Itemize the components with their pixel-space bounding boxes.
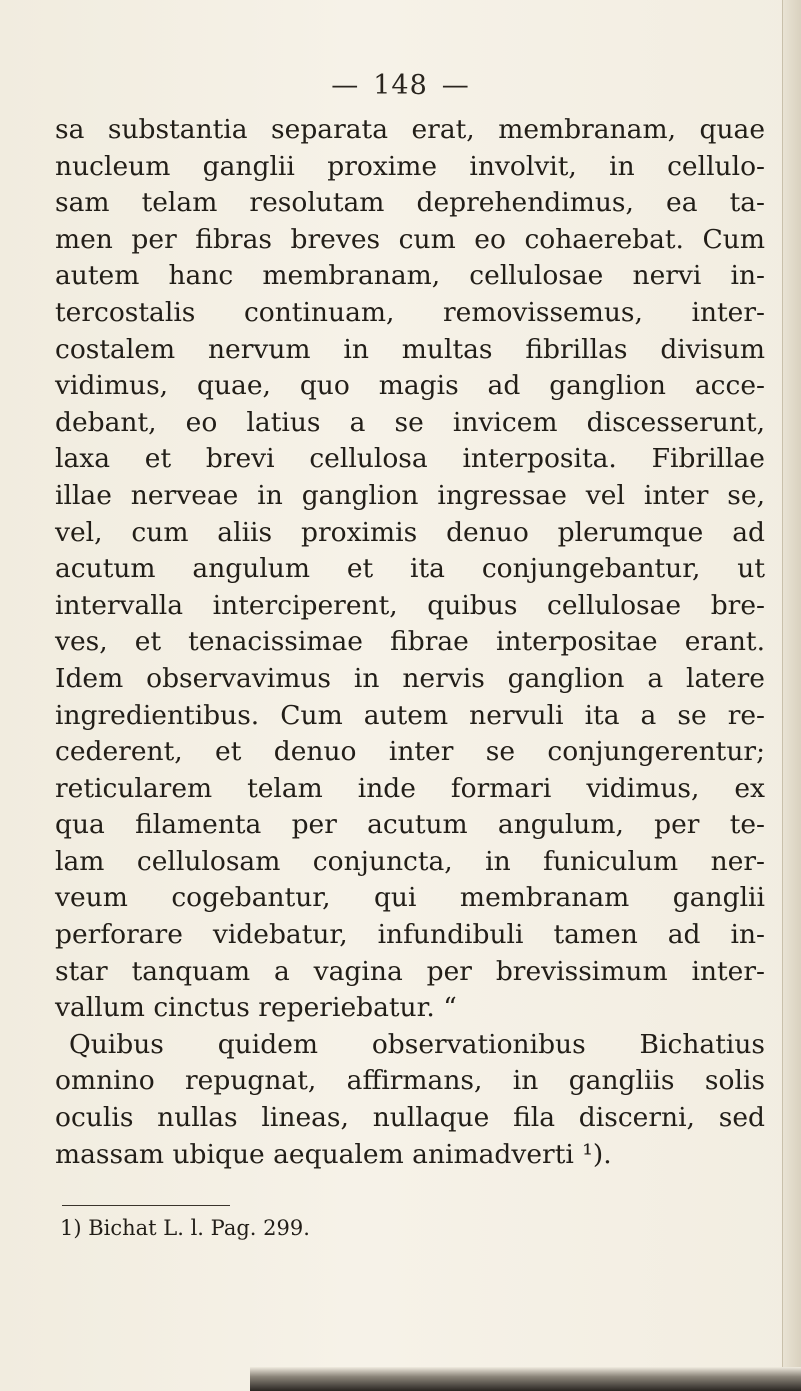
text-line: vel, cum aliis proximis denuo plerumque ad — [55, 516, 765, 548]
text-line: ves, et tenacissimae fibrae interpositae erant. — [55, 626, 765, 658]
text-line: autem hanc membranam, cellulosae nervi in- — [55, 260, 765, 292]
page-number: 148 — [373, 70, 428, 101]
page-right-edge — [782, 0, 801, 1391]
text-line: oculis nullas lineas, nullaque fila discerni, sed — [55, 1102, 765, 1134]
text-line: vidimus, quae, quo magis ad ganglion acce- — [55, 370, 765, 402]
text-line: lam cellulosam conjuncta, in funiculum ner- — [55, 845, 765, 877]
text-line: ingredientibus. Cum autem nervuli ita a se re- — [55, 699, 765, 731]
body-text — [55, 112, 765, 1173]
text-line: debant, eo latius a se invicem discesserunt, — [55, 406, 765, 438]
text-line: omnino repugnat, affirmans, in gangliis solis — [55, 1065, 765, 1097]
page-bottom-shadow — [250, 1367, 801, 1391]
footnote-rule — [62, 1205, 230, 1206]
text-line: sa substantia separata erat, membranam, quae — [55, 114, 765, 145]
text-line: acutum angulum et ita conjungebantur, ut — [55, 553, 765, 585]
text-line: Idem observavimus in nervis ganglion a latere — [55, 662, 765, 694]
text-line: tercostalis continuam, removissemus, inter- — [55, 296, 765, 328]
footnote: 1) Bichat L. l. Pag. 299. — [60, 1216, 310, 1240]
text-line: intervalla interciperent, quibus cellulosae bre- — [55, 589, 765, 621]
text-line: perforare videbatur, infundibuli tamen ad in- — [55, 919, 765, 951]
page-header — [0, 70, 801, 101]
text-line: men per fibras breves cum eo cohaerebat. Cum — [55, 223, 765, 255]
text-line: vallum cinctus reperiebatur. “ — [55, 992, 457, 1024]
text-line: massam ubique aequalem animadverti ¹). — [55, 1138, 612, 1170]
text-line: Quibus quidem observationibus Bichatius — [69, 1028, 765, 1060]
text-line: veum cogebantur, qui membranam ganglii — [55, 882, 765, 914]
text-line: qua filamenta per acutum angulum, per te- — [55, 809, 765, 841]
text-line: nucleum ganglii proxime involvit, in cellulo- — [55, 150, 765, 182]
header-dash-right: — — [441, 70, 470, 101]
text-line: cederent, et denuo inter se conjungerentur; — [55, 736, 765, 768]
header-dash-left: — — [331, 70, 360, 101]
text-line: star tanquam a vagina per brevissimum inter- — [55, 955, 765, 987]
text-line: costalem nervum in multas fibrillas divisum — [55, 333, 765, 365]
text-line: reticularem telam inde formari vidimus, ex — [55, 772, 765, 804]
text-line: sam telam resolutam deprehendimus, ea ta- — [55, 187, 765, 219]
text-line: illae nerveae in ganglion ingressae vel inter se, — [55, 479, 765, 511]
text-line: laxa et brevi cellulosa interposita. Fibrillae — [55, 443, 765, 475]
